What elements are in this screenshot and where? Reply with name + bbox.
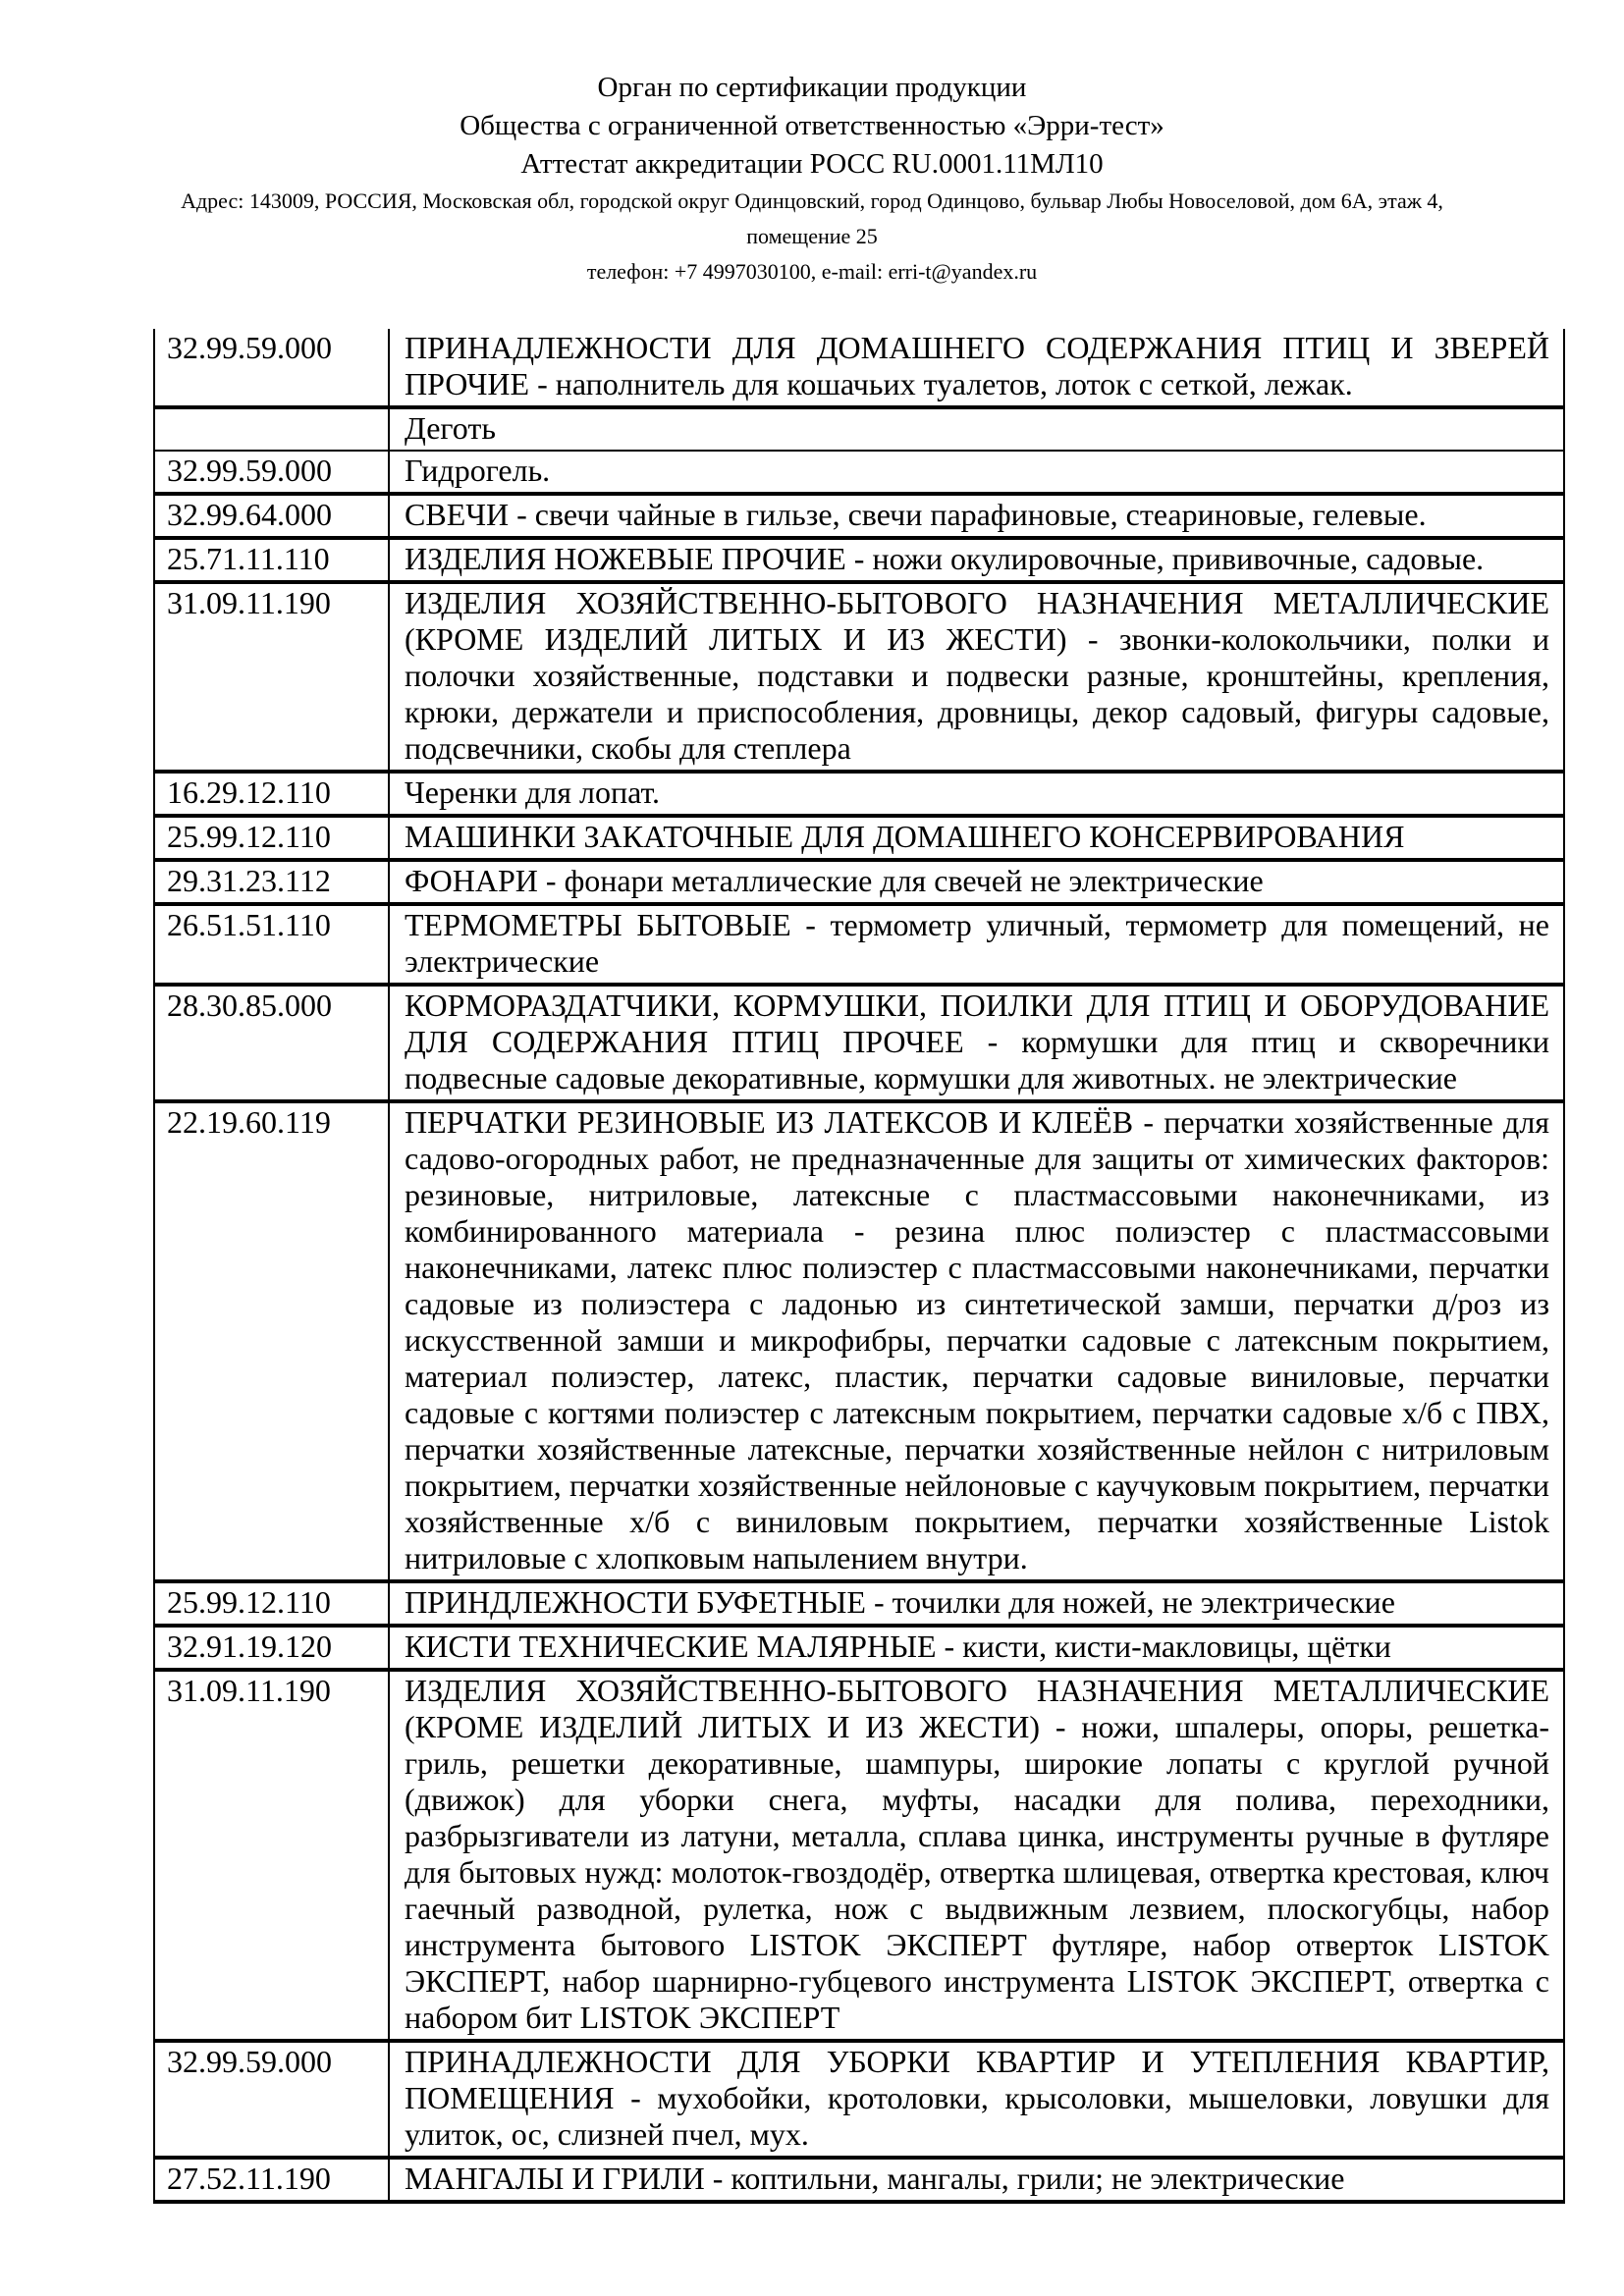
code-cell: 31.09.11.190	[154, 1670, 389, 2041]
table-row	[154, 772, 1564, 816]
code-cell: 28.30.85.000	[154, 985, 389, 1101]
table-row	[154, 538, 1564, 582]
header-org-type: Орган по сертификации продукции	[597, 72, 1027, 103]
code-cell	[154, 407, 389, 451]
code-cell: 29.31.23.112	[154, 860, 389, 904]
table-row	[154, 494, 1564, 538]
header-org-name: Общества с ограниченной ответственностью «Эрри-тест»	[460, 110, 1164, 141]
description-cell: Черенки для лопат.	[389, 772, 1564, 816]
table-row	[154, 451, 1564, 494]
description-cell: ПЕРЧАТКИ РЕЗИНОВЫЕ ИЗ ЛАТЕКСОВ И КЛЕЁВ - перчатки хозяйственные для садово-огородных работ, не предназначенные для защиты от химических факторов: резиновые, нитриловые, латексные с пластмассовыми наконечниками, из комбинированного материала - резина плюс полиэстер с пластмассовыми наконечниками, латекс плюс полиэстер с пластмассовыми наконечниками, перчатки садовые из полиэстера с ладонью из синтетической замши, перчатки д/роз из искусственной замши и микрофибры, перчатки садовые с латексным покрытием, материал полиэстер, латекс, пластик, перчатки садовые виниловые, перчатки садовые с когтями полиэстер с латексным покрытием, перчатки садовые х/б с ПВХ, перчатки хозяйственные латексные, перчатки хозяйственные нейлон с нитриловым покрытием, перчатки хозяйственные нейлоновые с каучуковым покрытием, перчатки хозяйственные х/б с виниловым покрытием, перчатки хозяйственные Listok нитриловые с хлопковым напылением внутри.	[389, 1101, 1564, 1581]
description-cell: ИЗДЕЛИЯ ХОЗЯЙСТВЕННО-БЫТОВОГО НАЗНАЧЕНИЯ МЕТАЛЛИЧЕСКИЕ (КРОМЕ ИЗДЕЛИЙ ЛИТЫХ И ИЗ ЖЕСТИ) - ножи, шпалеры, опоры, решетка-гриль, решетки декоративные, шампуры, широкие лопаты с круглой ручной (движок) для уборки снега, муфты, насадки для полива, переходники, разбрызгиватели из латуни, металла, сплава цинка, инструменты ручные в футляре для бытовых нужд: молоток-гвоздодёр, отвертка шлицевая, отвертка крестовая, ключ гаечный разводной, рулетка, нож с выдвижным лезвием, плоскогубцы, набор инструмента бытового LISTOK ЭКСПЕРТ футляре, набор отверток LISTOK ЭКСПЕРТ, набор шарнирно-губцевого инструмента LISTOK ЭКСПЕРТ, отвертка с набором бит LISTOK ЭКСПЕРТ	[389, 1670, 1564, 2041]
table-row	[154, 329, 1564, 407]
header-address-line-1: Адрес: 143009, РОССИЯ, Московская обл, городской округ Одинцовский, город Одинцово, бульвар Любы Новоселовой, дом 6А, этаж 4,	[181, 188, 1443, 213]
description-cell: ИЗДЕЛИЯ НОЖЕВЫЕ ПРОЧИЕ - ножи окулировочные, прививочные, садовые.	[389, 538, 1564, 582]
description-cell: ПРИНАДЛЕЖНОСТИ ДЛЯ ДОМАШНЕГО СОДЕРЖАНИЯ ПТИЦ И ЗВЕРЕЙ ПРОЧИЕ - наполнитель для кошачьих туалетов, лоток с сеткой, лежак.	[389, 329, 1564, 407]
table-row	[154, 582, 1564, 772]
table-row	[154, 1626, 1564, 1670]
code-cell: 32.99.59.000	[154, 2041, 389, 2158]
code-cell: 26.51.51.110	[154, 904, 389, 985]
table-row	[154, 816, 1564, 860]
code-cell: 16.29.12.110	[154, 772, 389, 816]
table-row	[154, 407, 1564, 451]
product-codes-table	[153, 329, 1565, 2204]
code-cell: 27.52.11.190	[154, 2158, 389, 2202]
code-cell: 31.09.11.190	[154, 582, 389, 772]
table-row	[154, 1101, 1564, 1581]
header-accreditation: Аттестат аккредитации РОСС RU.0001.11МЛ10	[520, 148, 1104, 180]
code-cell: 25.99.12.110	[154, 816, 389, 860]
description-cell: КИСТИ ТЕХНИЧЕСКИЕ МАЛЯРНЫЕ - кисти, кисти-макловицы, щётки	[389, 1626, 1564, 1670]
description-cell: КОРМОРАЗДАТЧИКИ, КОРМУШКИ, ПОИЛКИ ДЛЯ ПТИЦ И ОБОРУДОВАНИЕ ДЛЯ СОДЕРЖАНИЯ ПТИЦ ПРОЧЕЕ - кормушки для птиц и скворечники подвесные садовые декоративные, кормушки для животных. не электрические	[389, 985, 1564, 1101]
description-cell: ПРИНАДЛЕЖНОСТИ ДЛЯ УБОРКИ КВАРТИР И УТЕПЛЕНИЯ КВАРТИР, ПОМЕЩЕНИЯ - мухобойки, кротоловки, крысоловки, мышеловки, ловушки для улиток, ос, слизней пчел, мух.	[389, 2041, 1564, 2158]
table-row	[154, 2041, 1564, 2158]
description-cell: ПРИНДЛЕЖНОСТИ БУФЕТНЫЕ - точилки для ножей, не электрические	[389, 1581, 1564, 1626]
document-header	[0, 0, 1624, 290]
header-contact: телефон: +7 4997030100, e-mail: erri-t@yandex.ru	[586, 259, 1038, 284]
description-cell: ТЕРМОМЕТРЫ БЫТОВЫЕ - термометр уличный, термометр для помещений, не электрические	[389, 904, 1564, 985]
table-row	[154, 860, 1564, 904]
code-cell: 25.99.12.110	[154, 1581, 389, 1626]
description-cell: ИЗДЕЛИЯ ХОЗЯЙСТВЕННО-БЫТОВОГО НАЗНАЧЕНИЯ МЕТАЛЛИЧЕСКИЕ (КРОМЕ ИЗДЕЛИЙ ЛИТЫХ И ИЗ ЖЕСТИ) - звонки-колокольчики, полки и полочки хозяйственные, подставки и подвески разные, кронштейны, крепления, крюки, держатели и приспособления, дровницы, декор садовый, фигуры садовые, подсвечники, скобы для степлера	[389, 582, 1564, 772]
code-cell: 22.19.60.119	[154, 1101, 389, 1581]
product-codes-table-body	[154, 329, 1564, 2202]
table-row	[154, 1581, 1564, 1626]
table-row	[154, 985, 1564, 1101]
code-cell: 32.99.59.000	[154, 329, 389, 407]
description-cell: Деготь	[389, 407, 1564, 451]
description-cell: Гидрогель.	[389, 451, 1564, 494]
code-cell: 32.99.64.000	[154, 494, 389, 538]
description-cell: МАНГАЛЫ И ГРИЛИ - коптильни, мангалы, грили; не электрические	[389, 2158, 1564, 2202]
code-cell: 25.71.11.110	[154, 538, 389, 582]
table-row	[154, 1670, 1564, 2041]
description-cell: СВЕЧИ - свечи чайные в гильзе, свечи парафиновые, стеариновые, гелевые.	[389, 494, 1564, 538]
code-cell: 32.91.19.120	[154, 1626, 389, 1670]
description-cell: МАШИНКИ ЗАКАТОЧНЫЕ ДЛЯ ДОМАШНЕГО КОНСЕРВИРОВАНИЯ	[389, 816, 1564, 860]
description-cell: ФОНАРИ - фонари металлические для свечей не электрические	[389, 860, 1564, 904]
table-row	[154, 2158, 1564, 2202]
code-cell: 32.99.59.000	[154, 451, 389, 494]
header-address-line-2: помещение 25	[746, 224, 878, 248]
table-row	[154, 904, 1564, 985]
